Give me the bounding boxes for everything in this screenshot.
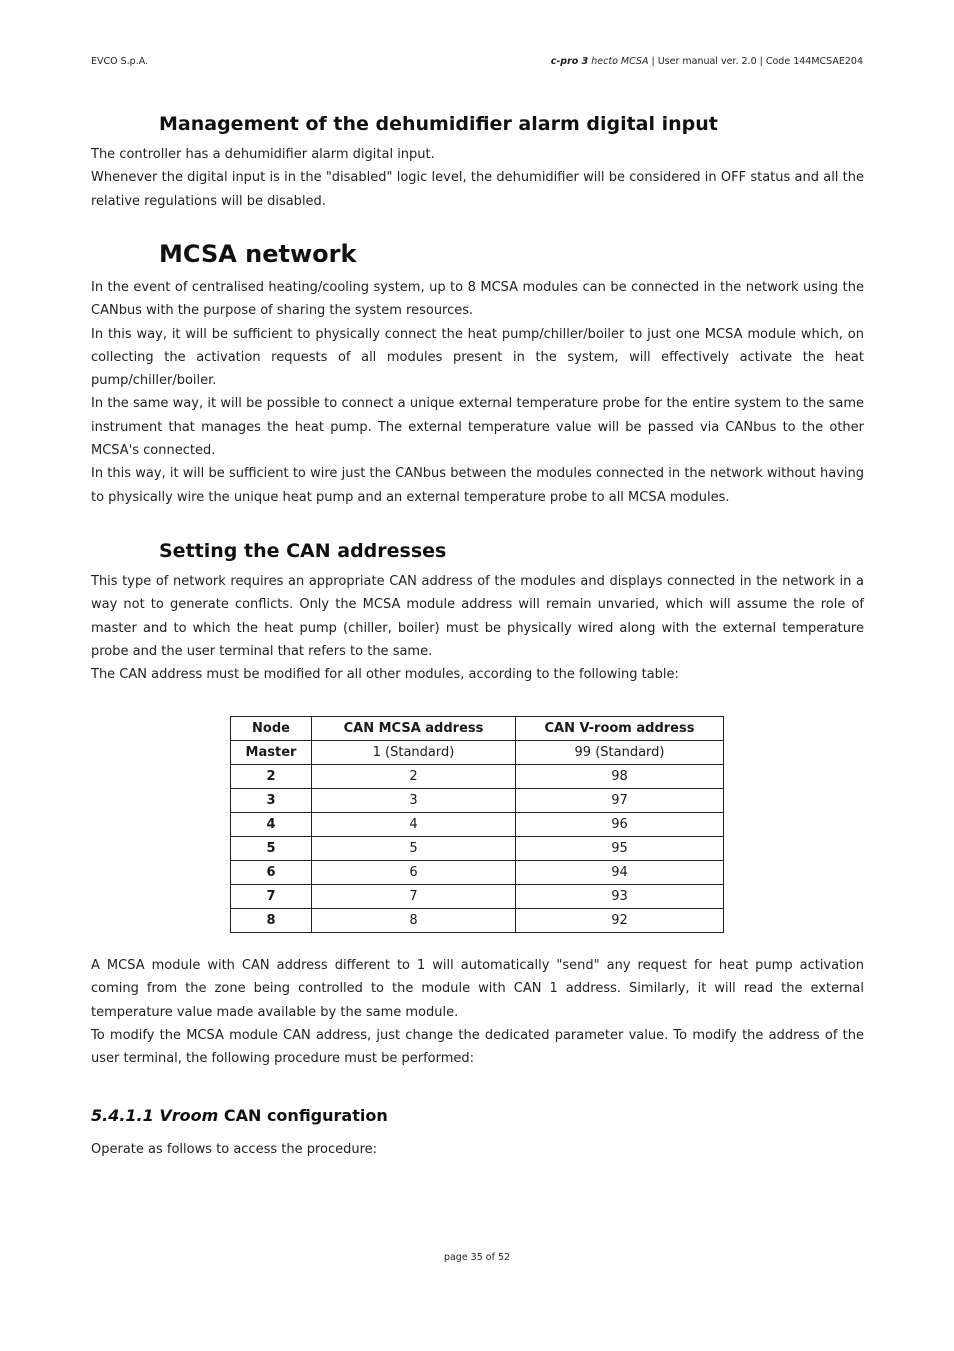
table-cell-vroom: 94 bbox=[516, 861, 724, 885]
table-cell-mcsa: 4 bbox=[312, 813, 516, 837]
subsection-title-italic: Vroom bbox=[159, 1106, 219, 1125]
paragraph: Whenever the digital input is in the "disabled" logic level, the dehumidifier will be considered in OFF status and all the relative regulations will be disabled. bbox=[91, 170, 864, 209]
can-address-table bbox=[230, 716, 724, 933]
header-manual-info bbox=[551, 56, 863, 67]
paragraph: In this way, it will be sufficient to physically connect the heat pump/chiller/boiler to just one MCSA module which, on collecting the activation requests of all modules present in the system, will effectively activate the heat pump/chiller/boiler. bbox=[91, 326, 864, 389]
paragraph: To modify the MCSA module CAN address, just change the dedicated parameter value. To modify the address of the user terminal, the following procedure must be performed: bbox=[91, 1027, 864, 1067]
paragraph: Operate as follows to access the procedure: bbox=[91, 1142, 378, 1157]
table-cell-vroom: 97 bbox=[516, 789, 724, 813]
section-title: Management of the dehumidifier alarm digital input bbox=[159, 113, 718, 135]
paragraph: In this way, it will be sufficient to wire just the CANbus between the modules connected in the network without having to physically wire the unique heat pump and an external temperature probe to all MCSA modules. bbox=[91, 466, 864, 505]
table-cell-mcsa: 1 (Standard) bbox=[312, 741, 516, 765]
subsection-title-rest: CAN configuration bbox=[223, 1106, 388, 1125]
table-row bbox=[231, 885, 724, 909]
table-header-mcsa: CAN MCSA address bbox=[312, 717, 516, 741]
paragraph: The controller has a dehumidifier alarm digital input. bbox=[91, 147, 435, 162]
section-can-notes bbox=[91, 954, 864, 1070]
table-row bbox=[231, 861, 724, 885]
table-cell-vroom: 92 bbox=[516, 909, 724, 933]
table-cell-node: 2 bbox=[231, 765, 312, 789]
page-number: page 35 of 52 bbox=[443, 1252, 511, 1263]
table-cell-vroom: 96 bbox=[516, 813, 724, 837]
table-cell-mcsa: 5 bbox=[312, 837, 516, 861]
table-row bbox=[231, 909, 724, 933]
table-cell-node: 3 bbox=[231, 789, 312, 813]
table-cell-node: 8 bbox=[231, 909, 312, 933]
table-row bbox=[231, 765, 724, 789]
table-header-node: Node bbox=[231, 717, 312, 741]
table-cell-mcsa: 3 bbox=[312, 789, 516, 813]
table-cell-mcsa: 2 bbox=[312, 765, 516, 789]
table-cell-vroom: 98 bbox=[516, 765, 724, 789]
section-title: MCSA network bbox=[159, 240, 357, 268]
section-dehumidifier bbox=[91, 113, 864, 213]
header-product: c-pro 3 bbox=[550, 56, 589, 67]
table-cell-vroom: 99 (Standard) bbox=[516, 741, 724, 765]
table-cell-node: 6 bbox=[231, 861, 312, 885]
header-rest: | User manual ver. 2.0 | Code 144MCSAE204 bbox=[648, 56, 863, 67]
paragraph: In the same way, it will be possible to connect a unique external temperature probe for the entire system to the same instrument that manages the heat pump. The external temperature value will be passed via CANbus to the other MCSA's connected. bbox=[91, 396, 864, 459]
header-model: hecto MCSA bbox=[591, 56, 649, 67]
table-row bbox=[231, 741, 724, 765]
subsection-title bbox=[91, 1106, 864, 1125]
table-cell-mcsa: 6 bbox=[312, 861, 516, 885]
table-header-row bbox=[231, 717, 724, 741]
section-can-addresses bbox=[91, 540, 864, 686]
paragraph: The CAN address must be modified for all other modules, according to the following table: bbox=[91, 667, 679, 683]
table-row bbox=[231, 813, 724, 837]
table-cell-mcsa: 7 bbox=[312, 885, 516, 909]
table-cell-node: 5 bbox=[231, 837, 312, 861]
section-network bbox=[91, 240, 864, 509]
table-header-vroom: CAN V-room address bbox=[516, 717, 724, 741]
table-row bbox=[231, 837, 724, 861]
header-company: EVCO S.p.A. bbox=[91, 56, 149, 67]
paragraph: A MCSA module with CAN address different to 1 will automatically "send" any request for heat pump activation coming from the zone being controlled to the module with CAN 1 address. Similarly, it will read the external temperature value made available by the same module. bbox=[91, 958, 864, 1020]
table-cell-node: 4 bbox=[231, 813, 312, 837]
subsection-number: 5.4.1.1 bbox=[91, 1106, 154, 1125]
table-cell-vroom: 95 bbox=[516, 837, 724, 861]
table-row bbox=[231, 789, 724, 813]
paragraph: This type of network requires an appropriate CAN address of the modules and displays connected in the network in a way not to generate conflicts. Only the MCSA module address will remain unvaried, which will assume the role of master and to which the heat pump (chiller, boiler) must be physically wired along with the external temperature probe and the user terminal that refers to the same. bbox=[91, 574, 864, 659]
paragraph: In the event of centralised heating/cooling system, up to 8 MCSA modules can be connected in the network using the CANbus with the purpose of sharing the system resources. bbox=[91, 280, 864, 319]
table-cell-vroom: 93 bbox=[516, 885, 724, 909]
section-title: Setting the CAN addresses bbox=[159, 540, 447, 562]
table-cell-mcsa: 8 bbox=[312, 909, 516, 933]
table-cell-node: 7 bbox=[231, 885, 312, 909]
table-cell-node: Master bbox=[231, 741, 312, 765]
section-vroom-config bbox=[91, 1106, 864, 1161]
